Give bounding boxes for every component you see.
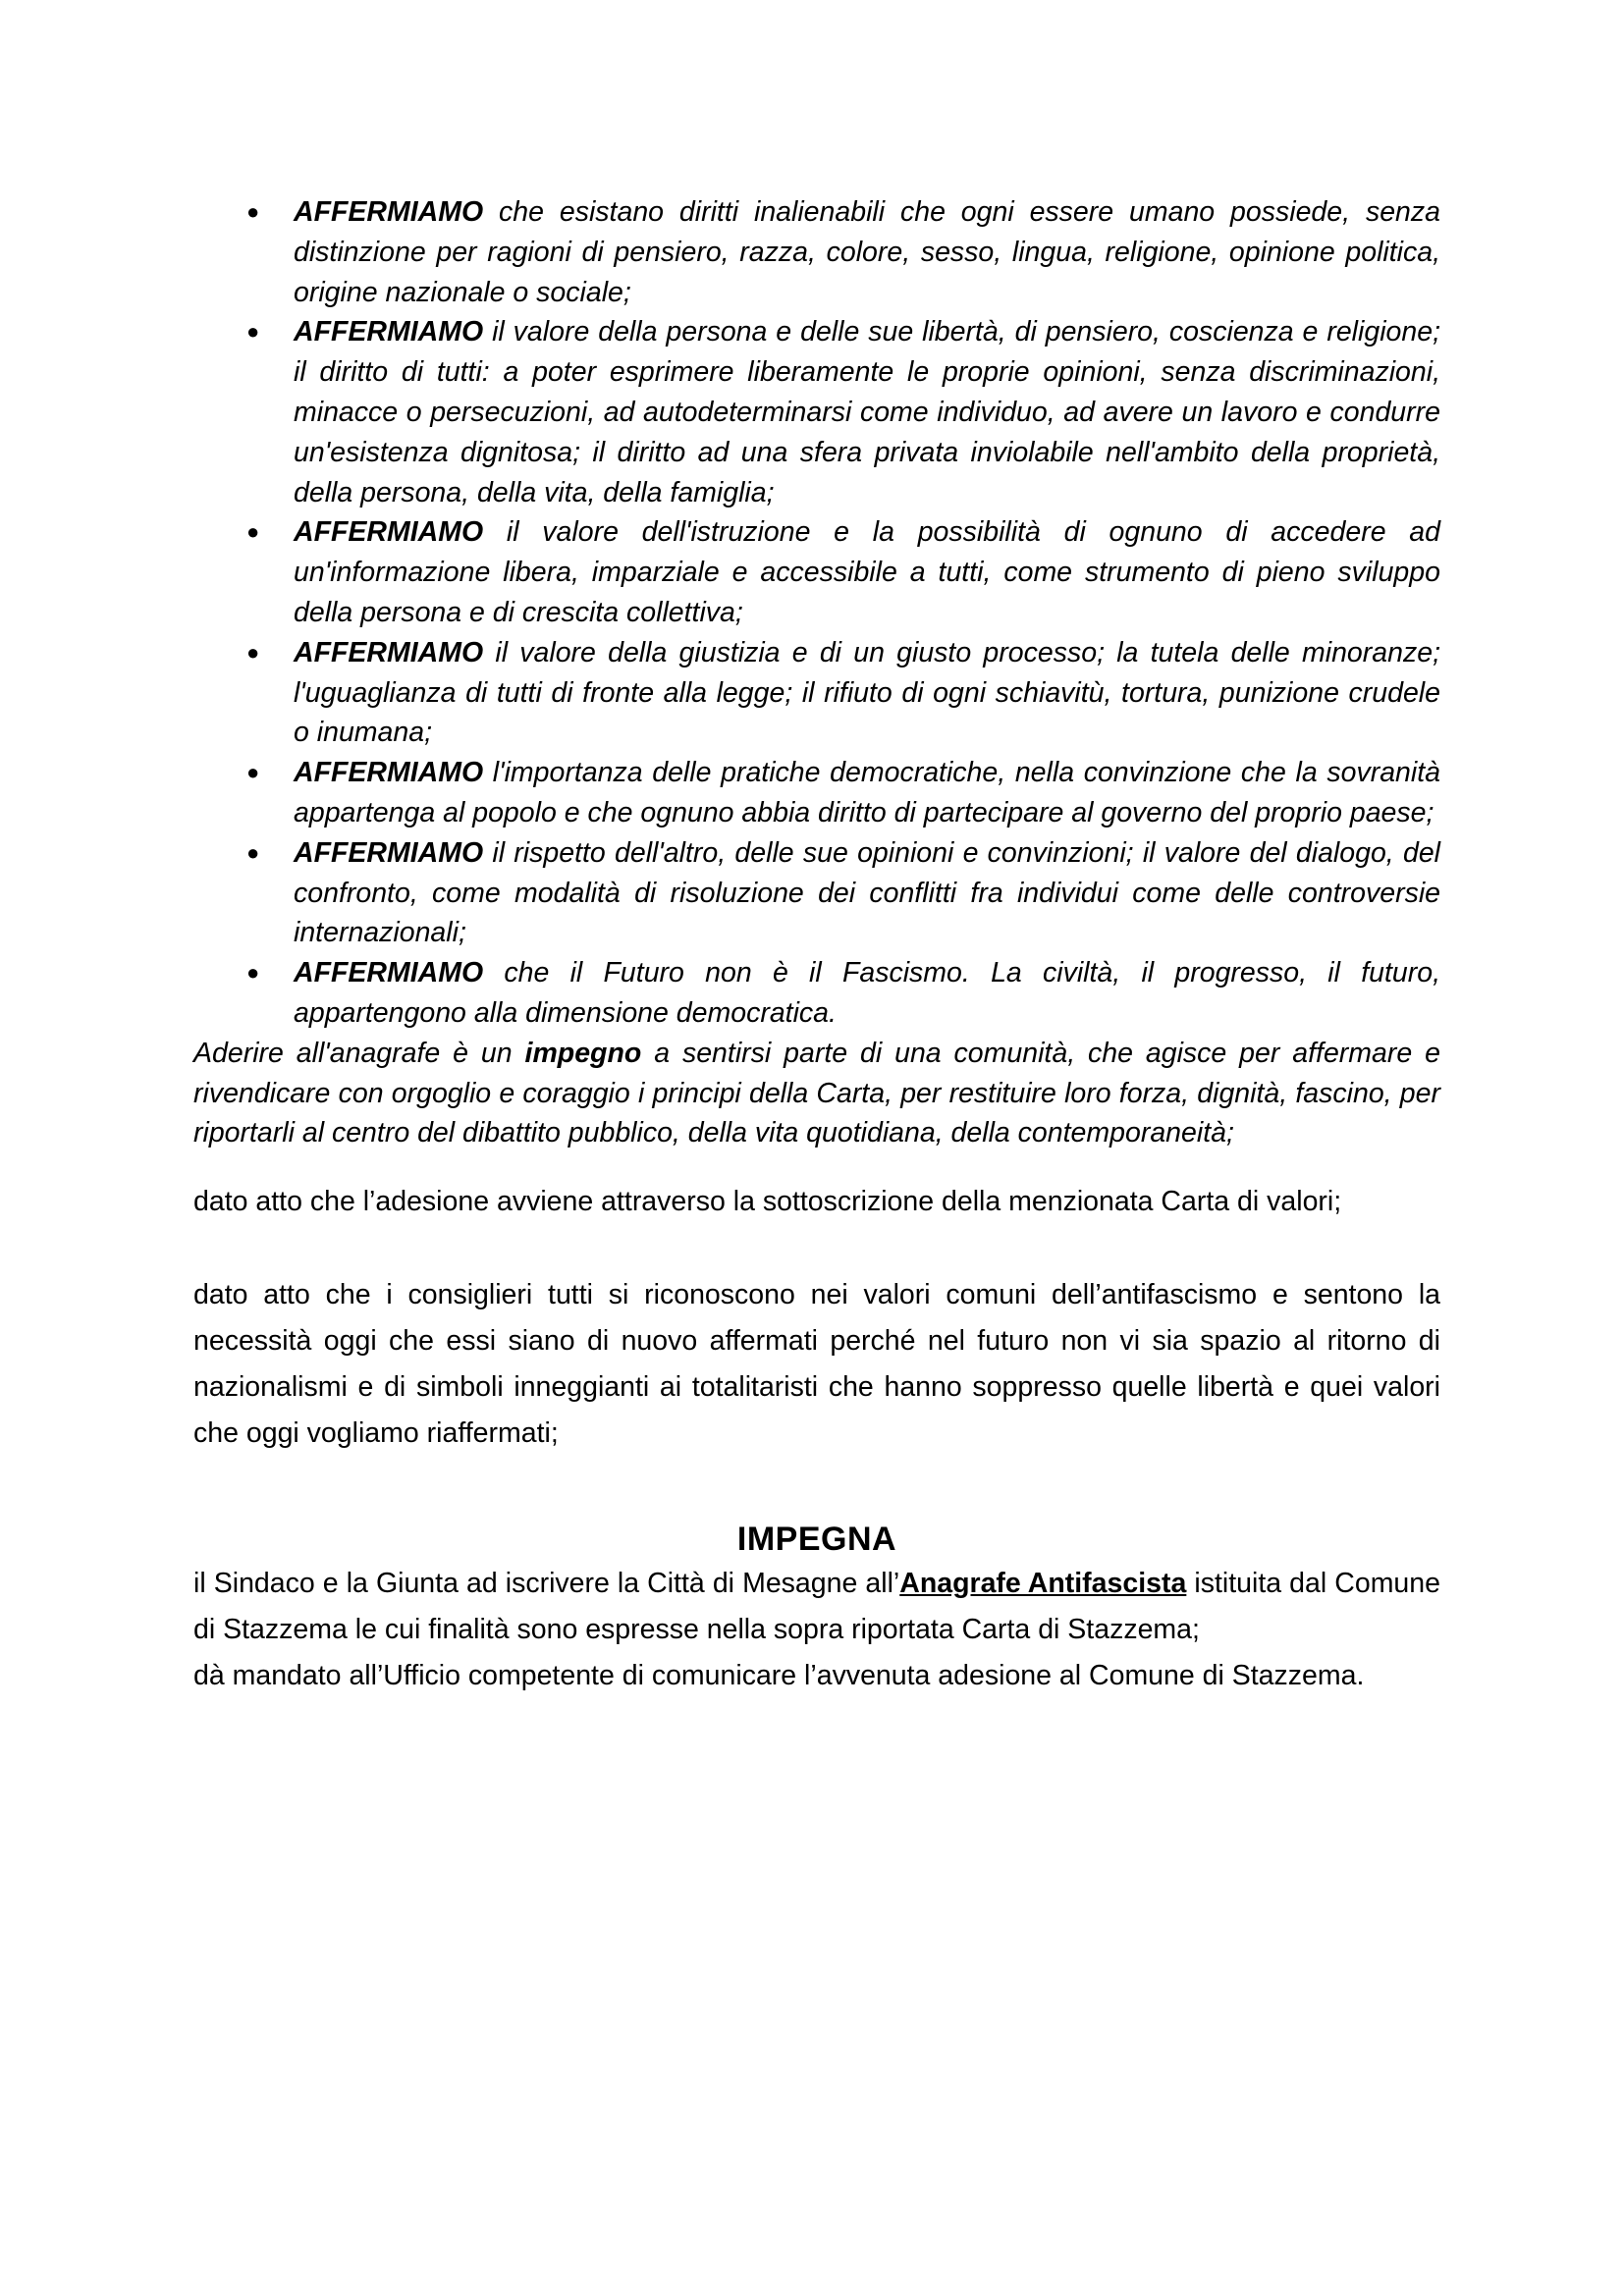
- list-item-text: il valore della persona e delle sue libertà, di pensiero, coscienza e religione; il diritto di tutti: a poter esprimere liberamente le proprie opinioni, senza discriminazioni, minacce o persecuzioni, ad autodeterminarsi come individuo, ad avere un lavoro e condurre un'esistenza dignitosa; il diritto ad una sfera privata inviolabile nell'ambito della proprietà, della persona, della vita, della famiglia;: [294, 316, 1440, 508]
- list-item-lead: AFFERMIAMO: [294, 516, 484, 549]
- document-body: [193, 192, 1440, 1699]
- list-item: [193, 633, 1440, 753]
- section-heading: IMPEGNA: [736, 1521, 897, 1559]
- adherence-text-before: Aderire all'anagrafe è un: [193, 1037, 525, 1069]
- bullet-icon: ●: [246, 960, 260, 986]
- bullet-icon: ●: [246, 199, 260, 224]
- affermiamo-list: [193, 192, 1440, 1034]
- impegna-paragraph: [193, 1561, 1440, 1653]
- bullet-icon: ●: [246, 319, 260, 345]
- list-item-text: che esistano diritti inalienabili che ogni essere umano possiede, senza distinzione per ragioni di pensiero, razza, colore, sesso, lingua, religione, opinione politica, origine nazionale o sociale;: [294, 196, 1440, 308]
- list-item: [193, 312, 1440, 512]
- adherence-paragraph: [193, 1034, 1440, 1153]
- list-item-text: il rispetto dell'altro, delle sue opinioni e convinzioni; il valore del dialogo, del confronto, come modalità di risoluzione dei conflitti fra individui come delle controversie internazionali;: [294, 836, 1440, 949]
- impegna-text-before: il Sindaco e la Giunta ad iscrivere la Città di Mesagne all’: [193, 1568, 900, 1600]
- list-item-lead: AFFERMIAMO: [294, 957, 484, 989]
- list-item-lead: AFFERMIAMO: [294, 636, 484, 668]
- mandate-paragraph: dà mandato all’Ufficio competente di comunicare l’avvenuta adesione al Comune di Stazzema.: [193, 1660, 1365, 1692]
- list-item-lead: AFFERMIAMO: [294, 196, 484, 228]
- list-item: [193, 512, 1440, 632]
- list-item-text: il valore dell'istruzione e la possibilità di ognuno di accedere ad un'informazione libera, imparziale e accessibile a tutti, come strumento di pieno sviluppo della persona e di crescita collettiva;: [294, 516, 1440, 628]
- bullet-icon: ●: [246, 839, 260, 865]
- adherence-bold-word: impegno: [524, 1037, 642, 1069]
- bullet-icon: ●: [246, 519, 260, 545]
- impegna-text-after: istituita dal Comune di Stazzema le cui finalità sono espresse nella sopra riportata Carta di Stazzema;: [193, 1568, 1440, 1646]
- bullet-icon: ●: [246, 639, 260, 665]
- list-item-text: che il Futuro non è il Fascismo. La civiltà, il progresso, il futuro, appartengono alla dimensione democratica.: [294, 957, 1440, 1029]
- paragraph-consiglieri: dato atto che i consiglieri tutti si riconoscono nei valori comuni dell’antifascismo e sentono la necessità oggi che essi siano di nuovo affermati perché nel futuro non vi sia spazio al ritorno di nazionalismi e di simboli inneggianti ai totalitaristi che hanno soppresso quelle libertà e quei valori che oggi vogliamo riaffermati;: [193, 1279, 1440, 1450]
- list-item-lead: AFFERMIAMO: [294, 316, 484, 348]
- paragraph-adesione: dato atto che l’adesione avviene attraverso la sottoscrizione della menzionata Carta di valori;: [193, 1186, 1342, 1218]
- list-item-text: il valore della giustizia e di un giusto processo; la tutela delle minoranze; l'uguaglianza di tutti di fronte alla legge; il rifiuto di ogni schiavitù, tortura, punizione crudele o inumana;: [294, 636, 1440, 749]
- list-item-text: l'importanza delle pratiche democratiche, nella convinzione che la sovranità appartenga al popolo e che ognuno abbia diritto di partecipare al governo del proprio paese;: [294, 757, 1440, 828]
- list-item-lead: AFFERMIAMO: [294, 836, 484, 869]
- list-item: [193, 192, 1440, 312]
- anagrafe-link-label: Anagrafe Antifascista: [899, 1568, 1187, 1600]
- list-item: [193, 833, 1440, 953]
- anagrafe-link[interactable]: [899, 1568, 1186, 1599]
- list-item: [193, 753, 1440, 833]
- bullet-icon: ●: [246, 760, 260, 785]
- adherence-text-after: a sentirsi parte di una comunità, che agisce per affermare e rivendicare con orgoglio e coraggio i principi della Carta, per restituire loro forza, dignità, fascino, per riportarli al centro del dibattito pubblico, della vita quotidiana, della contemporaneità;: [193, 1037, 1440, 1149]
- list-item-lead: AFFERMIAMO: [294, 757, 484, 789]
- list-item: [193, 953, 1440, 1034]
